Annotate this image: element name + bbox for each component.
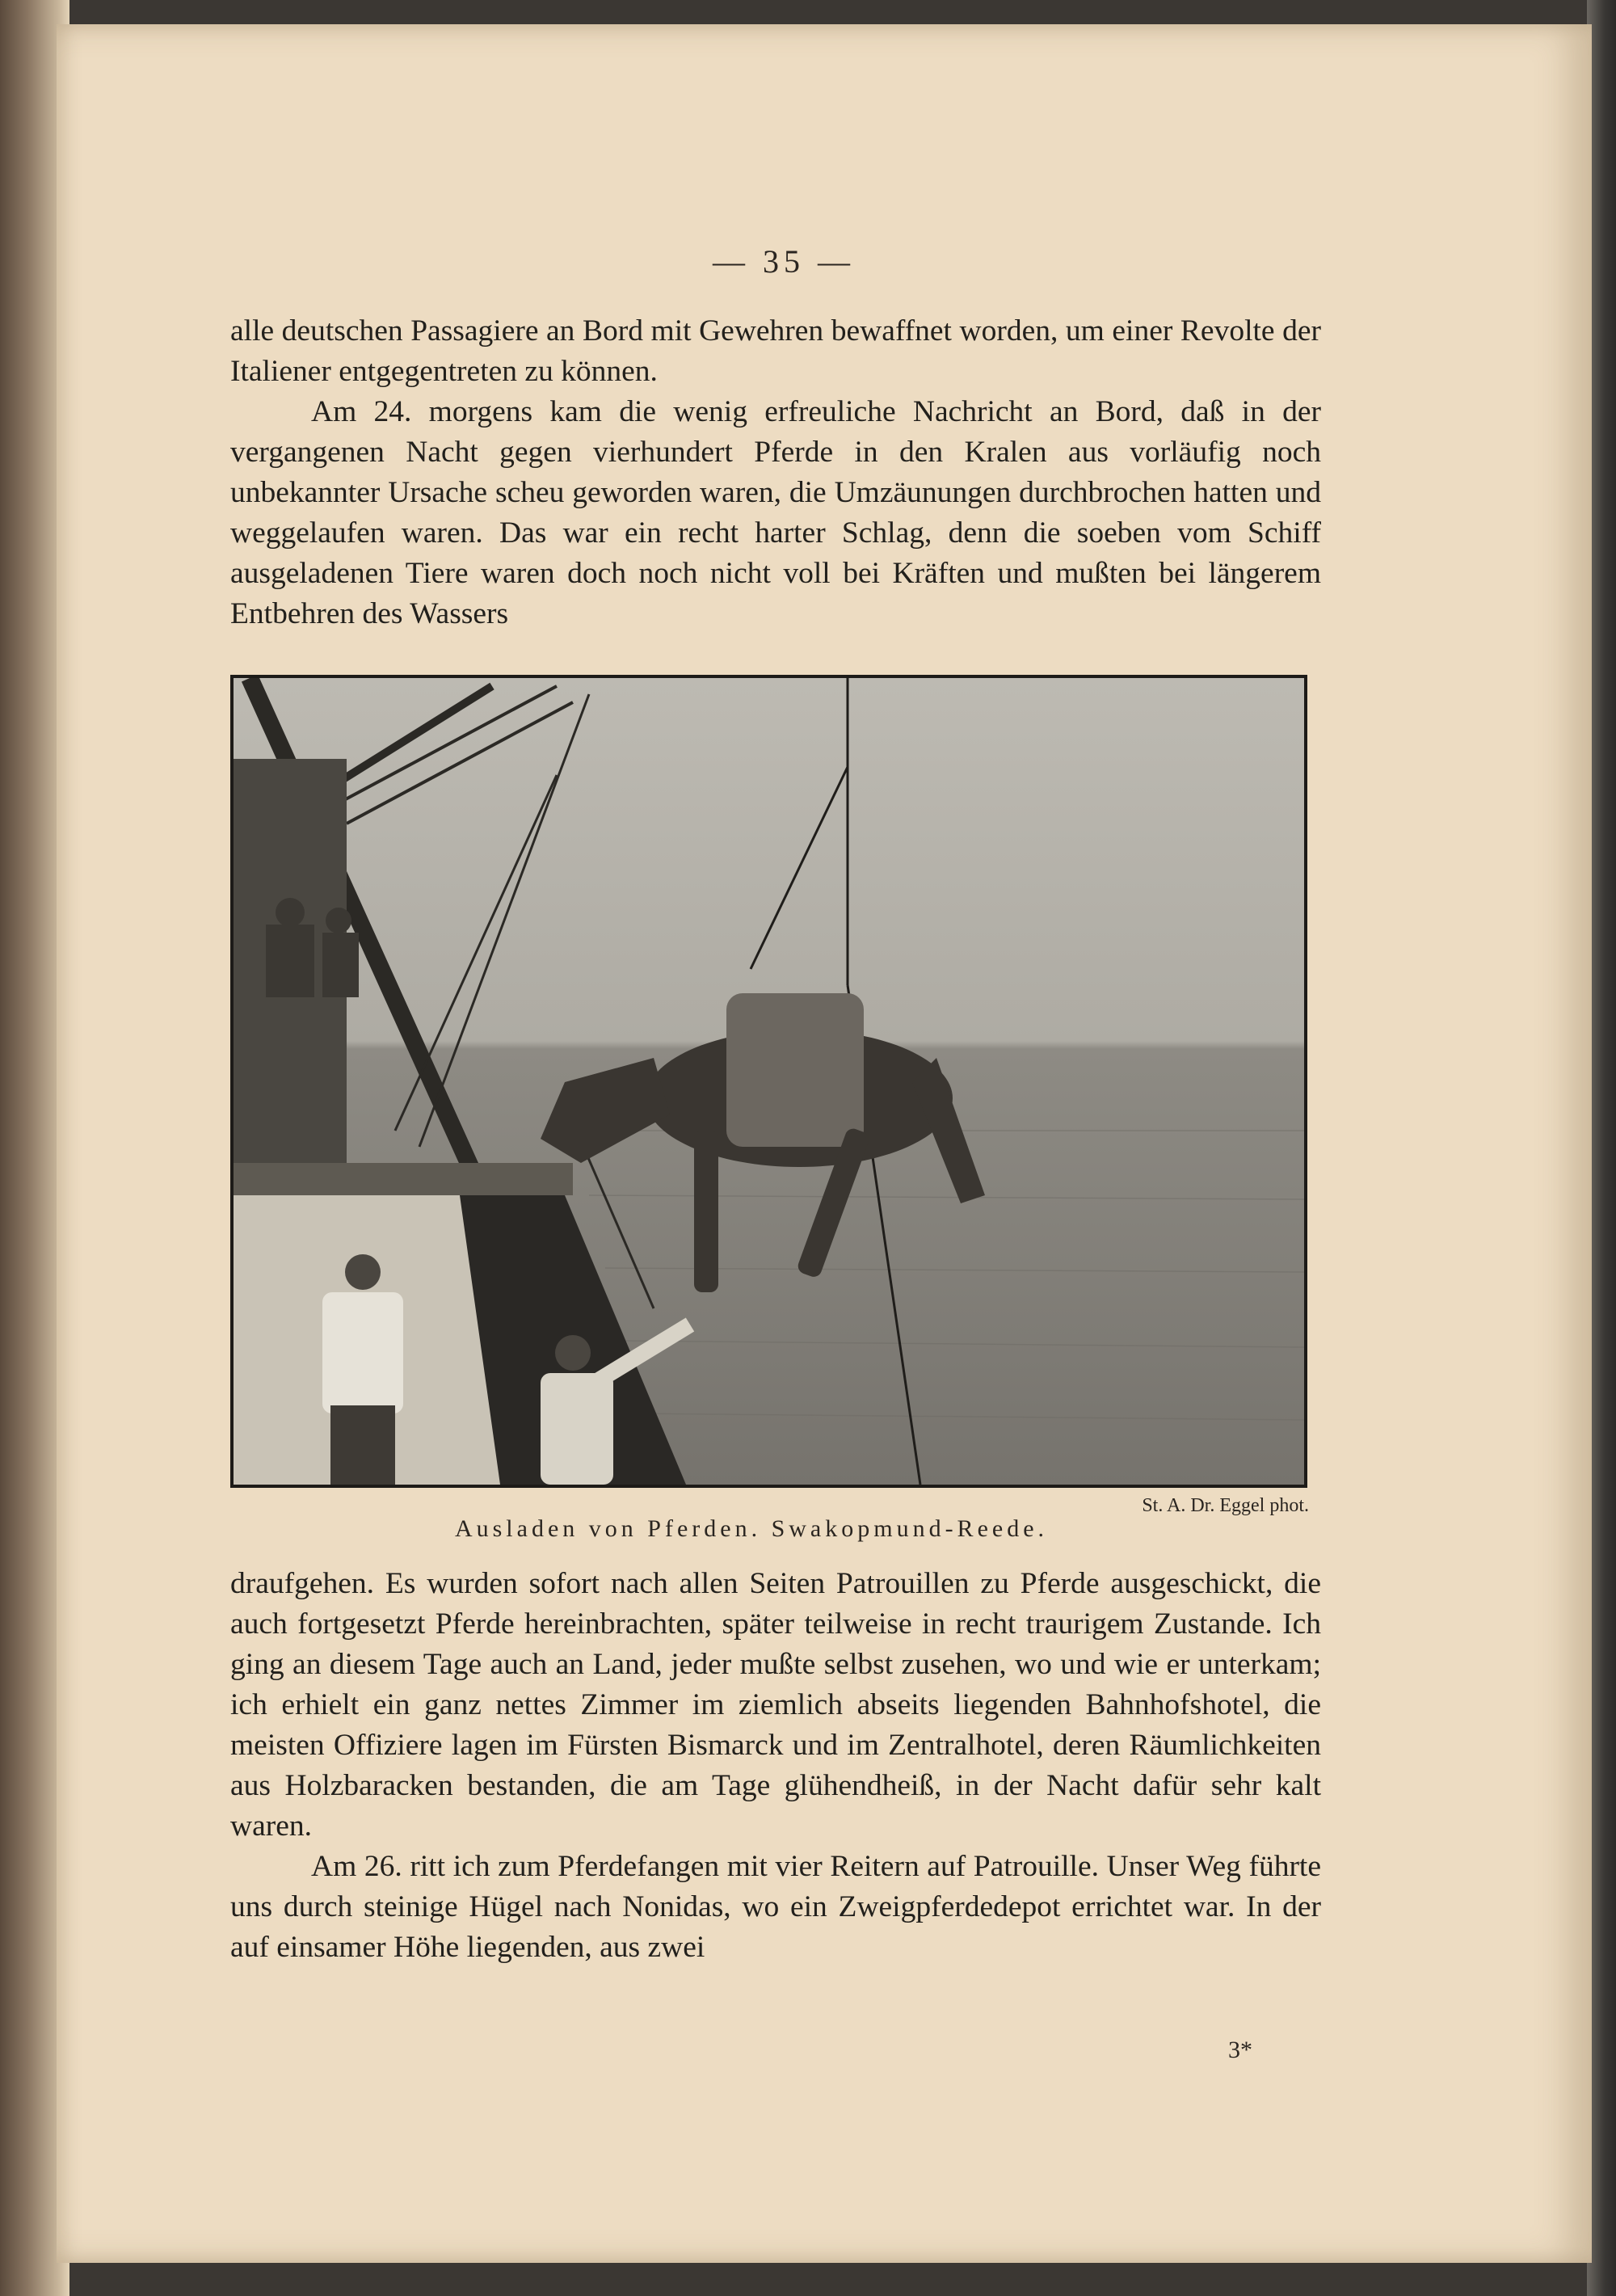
paragraph-3: draufgehen. Es wurden sofort nach allen Seiten Patrouillen zu Pferde ausgeschickt, die auch fortgesetzt Pferde hereinbrachten, später teilweise in recht traurigem Zustande. Ich ging an diesem Tage auch an Land, jeder mußte selbst zusehen, wo und wie er unterkam; ich erhielt ein ganz nettes Zimmer im ziemlich abseits liegenden Bahnhofshotel, die meisten Offiziere lagen im Fürsten Bismarck und im Zentralhotel, deren Räumlichkeiten aus Holzbaracken bestanden, die am Tage glühendheiß, in der Nacht dafür sehr kalt waren. bbox=[230, 1567, 1321, 1843]
paragraph-2: Am 24. morgens kam die wenig erfreuliche Nachricht an Bord, daß in der vergangenen Nacht gegen vierhundert Pferde in den Kralen aus vorläufig noch unbekannter Ursache scheu geworden waren, die Umzäunungen durchbrochen hatten und weggelaufen waren. Das war ein recht harter Schlag, denn die soeben vom Schiff ausgeladenen Tiere waren doch noch nicht voll bei Kräften und mußten bei längerem Entbehren des Wassers bbox=[230, 395, 1321, 630]
figure-caption: Ausladen von Pferden. Swakopmund-Reede. bbox=[454, 1515, 1049, 1542]
paragraph-1: alle deutschen Passagiere an Bord mit Gewehren bewaffnet worden, um einer Revolte der Italiener entgegentreten zu können. bbox=[230, 314, 1321, 388]
photo-illustration bbox=[234, 678, 1304, 1485]
bottom-text-block bbox=[230, 1564, 1321, 1968]
page-number: — 35 — bbox=[713, 243, 855, 280]
photo-credit: St. A. Dr. Eggel phot. bbox=[1142, 1495, 1309, 1516]
ship-deck-rail bbox=[234, 1163, 573, 1195]
photograph-unloading-horses bbox=[230, 675, 1307, 1488]
top-text-block bbox=[230, 311, 1321, 634]
paragraph-4: Am 26. ritt ich zum Pferdefangen mit vier Reitern auf Patrouille. Unser Weg führte uns durch steinige Hügel nach Nonidas, wo ein Zweigpferdedepot errichtet war. In der auf einsamer Höhe liegenden, aus zwei bbox=[230, 1850, 1321, 1964]
signature-mark: 3* bbox=[1228, 2037, 1252, 2063]
